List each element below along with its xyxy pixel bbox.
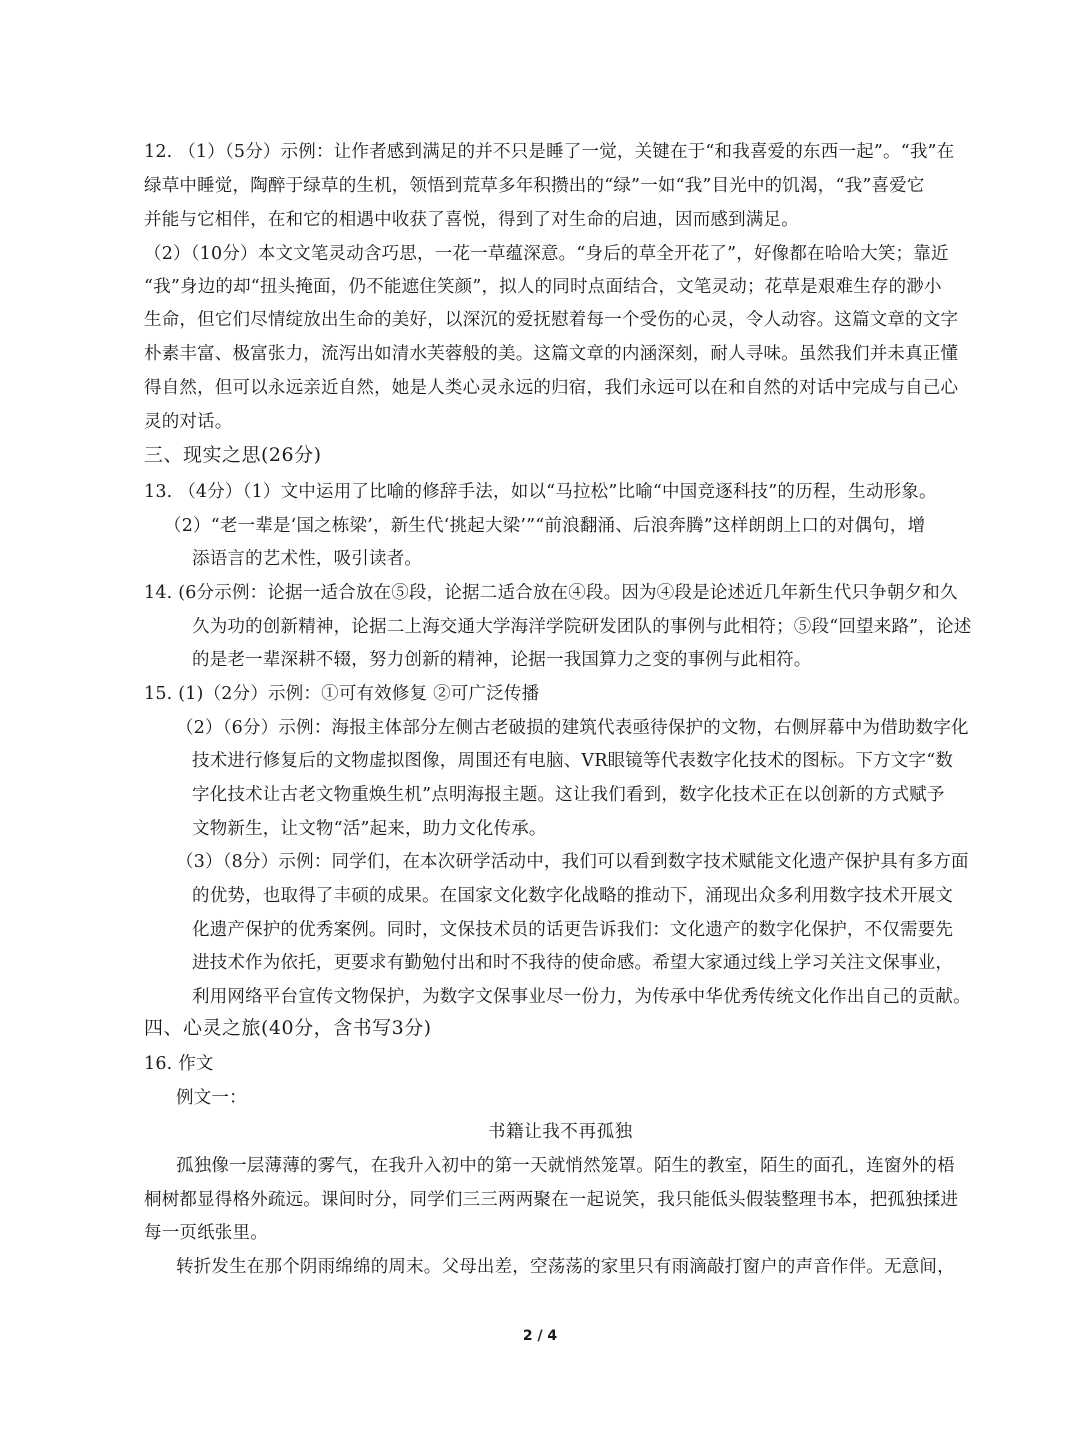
essay-title: 书籍让我不再孤独	[488, 1122, 633, 1142]
q14-line-1: 14. (6分示例：论据一适合放在⑤段，论据二适合放在④段。因为④段是论述近几年新生代只争朝夕和久	[144, 583, 958, 603]
q12-2-line-1: （2）（10分）本文文笔灵动含巧思，一花一草蕴深意。“身后的草全开花了”，好像都在哈哈大笑；靠近	[144, 244, 949, 264]
essay-line-4: 转折发生在那个阴雨绵绵的周末。父母出差，空荡荡的家里只有雨滴敲打窗户的声音作伴。无意间，	[176, 1257, 955, 1277]
section-3-heading: 三、现实之思(26分)	[144, 444, 322, 466]
q12-2-line-5: 得自然，但可以永远亲近自然，她是人类心灵永远的归宿，我们永远可以在和自然的对话中完成与自己心	[144, 378, 959, 398]
q12-2-line-2: “我”身边的却“扭头掩面，仍不能遮住笑颜”，拟人的同时点面结合，文笔灵动；花草是艰难生存的渺小	[144, 277, 942, 297]
q12-line-2: 绿草中睡觉，陶醉于绿草的生机，领悟到荒草多年积攒出的“绿”一如“我”目光中的饥渴，“我”喜爱它	[144, 176, 925, 196]
q12-2-line-4: 朴素丰富、极富张力，流泻出如清水芙蓉般的美。这篇文章的内涵深刻，耐人寻味。虽然我们并未真正懂	[144, 344, 959, 364]
q15-3-line-2: 的优势，也取得了丰硕的成果。在国家文化数字化战略的推动下，涌现出众多利用数字技术开展文	[192, 886, 954, 906]
q15-2-line-1: （2）（6分）示例：海报主体部分左侧古老破损的建筑代表亟待保护的文物，右侧屏幕中为借助数字化	[176, 718, 969, 738]
q15-2-line-3: 字化技术让古老文物重焕生机”点明海报主题。这让我们看到，数字化技术正在以创新的方式赋予	[192, 785, 945, 805]
q15-3-line-5: 利用网络平台宣传文物保护，为数字文保事业尽一份力，为传承中华优秀传统文化作出自己的贡献。	[192, 987, 971, 1007]
q16-label: 16. 作文	[144, 1054, 214, 1074]
example-label: 例文一：	[176, 1088, 247, 1108]
q15-2-line-4: 文物新生，让文物“活”起来，助力文化传承。	[192, 819, 547, 839]
section-4-heading: 四、心灵之旅(40分，含书写3分)	[144, 1017, 432, 1039]
essay-line-1: 孤独像一层薄薄的雾气，在我升入初中的第一天就悄然笼罩。陌生的教室，陌生的面孔，连窗外的梧	[176, 1156, 955, 1176]
essay-line-2: 桐树都显得格外疏远。课间时分，同学们三三两两聚在一起说笑，我只能低头假装整理书本，把孤独揉进	[144, 1190, 959, 1210]
q15-line-1: 15. (1)（2分）示例：①可有效修复 ②可广泛传播	[144, 684, 540, 704]
q13-line-2: （2）“老一辈是‘国之栋梁’，新生代‘挑起大梁’”“前浪翻涌、后浪奔腾”这样朗朗上口的对偶句，增	[164, 516, 926, 536]
q12-2-line-6: 灵的对话。	[144, 412, 233, 432]
q12-line-3: 并能与它相伴，在和它的相遇中收获了喜悦，得到了对生命的启迪，因而感到满足。	[144, 210, 799, 230]
q12-2-line-3: 生命，但它们尽情绽放出生命的美好，以深沉的爱抚慰着每一个受伤的心灵，令人动容。这篇文章的文字	[144, 310, 959, 330]
page-number: 2 / 4	[522, 1328, 558, 1344]
q15-3-line-3: 化遗产保护的优秀案例。同时，文保技术员的话更告诉我们：文化遗产的数字化保护，不仅需要先	[192, 920, 954, 940]
q12-line-1: 12. （1）（5分）示例：让作者感到满足的并不只是睡了一觉，关键在于“和我喜爱的东西一起”。“我”在	[144, 142, 955, 162]
q13-line-1: 13. （4分）（1）文中运用了比喻的修辞手法，如以“马拉松”比喻“中国竞逐科技”的历程，生动形象。	[144, 482, 937, 502]
q15-3-line-4: 进技术作为依托，更要求有勤勉付出和时不我待的使命感。希望大家通过线上学习关注文保事业，	[192, 953, 954, 973]
q14-line-3: 的是老一辈深耕不辍，努力创新的精神，论据一我国算力之变的事例与此相符。	[192, 650, 812, 670]
essay-line-3: 每一页纸张里。	[144, 1223, 268, 1243]
q14-line-2: 久为功的创新精神，论据二上海交通大学海洋学院研发团队的事例与此相符；⑤段“回望来路”，论述	[192, 617, 972, 637]
q13-line-3: 添语言的艺术性，吸引读者。	[192, 549, 423, 569]
q15-2-line-2: 技术进行修复后的文物虚拟图像，周围还有电脑、VR眼镜等代表数字化技术的图标。下方文字“数	[192, 751, 954, 771]
q15-3-line-1: （3）（8分）示例：同学们，在本次研学活动中，我们可以看到数字技术赋能文化遗产保护具有多方面	[176, 852, 969, 872]
